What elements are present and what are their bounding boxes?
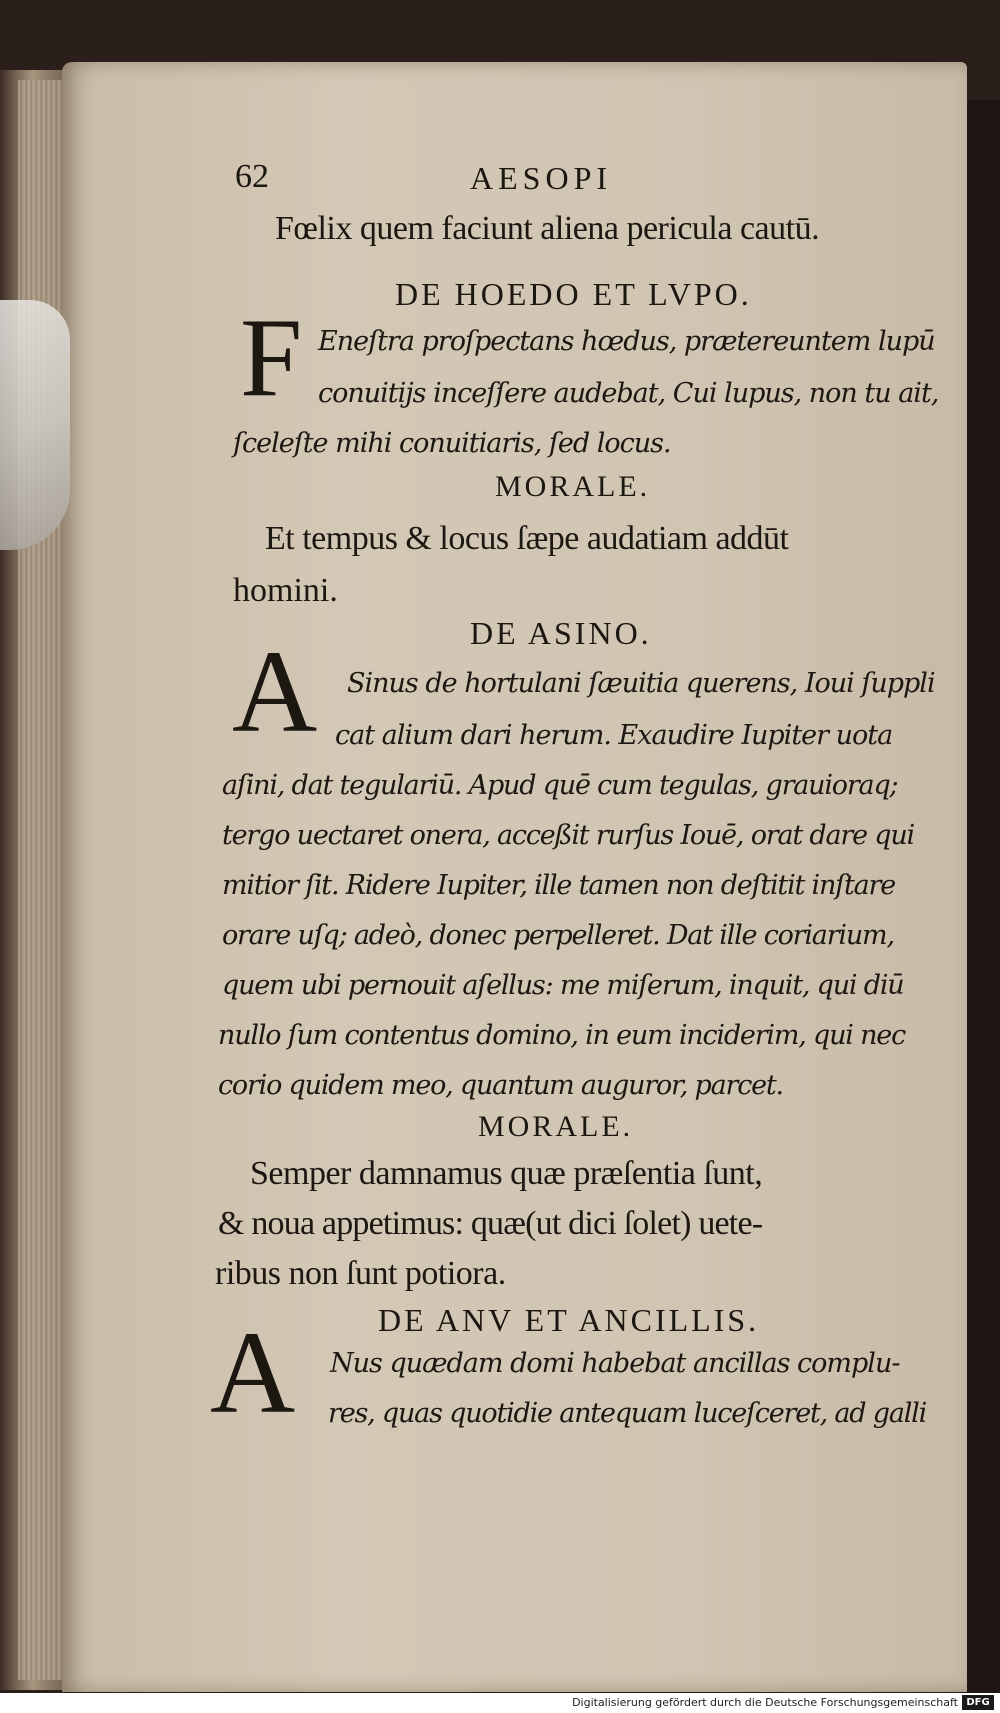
moral-heading: MORALE. <box>478 1110 634 1143</box>
drop-cap: A <box>232 626 318 757</box>
text-line: & noua appetimus: quæ(ut dici ſolet) uete- <box>218 1205 763 1242</box>
drop-cap: A <box>210 1307 296 1438</box>
text-line: mitior ſit. Ridere Iupiter, ille tamen non deſtitit inſtare <box>222 870 896 901</box>
running-title: AESOPI <box>470 160 613 196</box>
text-line: homini. <box>233 572 338 609</box>
moral-heading: MORALE. <box>495 470 651 503</box>
text-line: orare uſq; adeò, donec perpelleret. Dat ille coriarium, <box>222 920 894 951</box>
text-line: Sinus de hortulani ſæuitia querens, Ioui ſuppli <box>347 668 935 699</box>
footer-credit: Digitalisierung gefördert durch die Deutsche Forschungsgemeinschaft <box>572 1696 958 1709</box>
text-line: aſini, dat tegulariū. Apud quē cum tegulas, grauioraq; <box>222 770 898 801</box>
text-line: conuitijs inceſſere audebat, Cui lupus, non tu ait, <box>318 378 939 409</box>
text-line: res, quas quotidie antequam luceſceret, ad galli <box>328 1398 927 1429</box>
dfg-logo: DFG <box>962 1695 994 1710</box>
text-line: Semper damnamus quæ præſentia ſunt, <box>250 1155 763 1192</box>
text-line: Fœlix quem faciunt aliena pericula cautū. <box>275 210 820 247</box>
fable-title: DE HOEDO ET LVPO. <box>395 276 752 312</box>
text-line: corio quidem meo, quantum auguror, parcet. <box>218 1070 783 1101</box>
text-line: quem ubi pernouit aſellus: me miſerum, inquit, qui diū <box>222 970 904 1001</box>
text-line: Eneſtra proſpectans hœdus, prætereuntem lupū <box>318 326 935 357</box>
text-line: Nus quædam domi habebat ancillas complu- <box>330 1348 900 1379</box>
text-line: tergo uectaret onera, acceßit rurſus Iouē, orat dare qui <box>222 820 914 851</box>
footer-bar <box>0 1693 1000 1713</box>
fable-title: DE ANV ET ANCILLIS. <box>378 1302 760 1338</box>
text-line: Et tempus & locus ſæpe audatiam addūt <box>265 520 789 557</box>
text-line: ſceleſte mihi conuitiaris, ſed locus. <box>233 428 671 459</box>
fable-title: DE ASINO. <box>470 615 652 651</box>
page-number: 62 <box>235 158 269 195</box>
text-line: nullo ſum contentus domino, in eum inciderim, qui nec <box>218 1020 905 1051</box>
text-line: cat alium dari herum. Exaudire Iupiter uota <box>335 720 893 751</box>
drop-cap: F <box>240 296 303 420</box>
text-line: ribus non ſunt potiora. <box>215 1255 506 1292</box>
